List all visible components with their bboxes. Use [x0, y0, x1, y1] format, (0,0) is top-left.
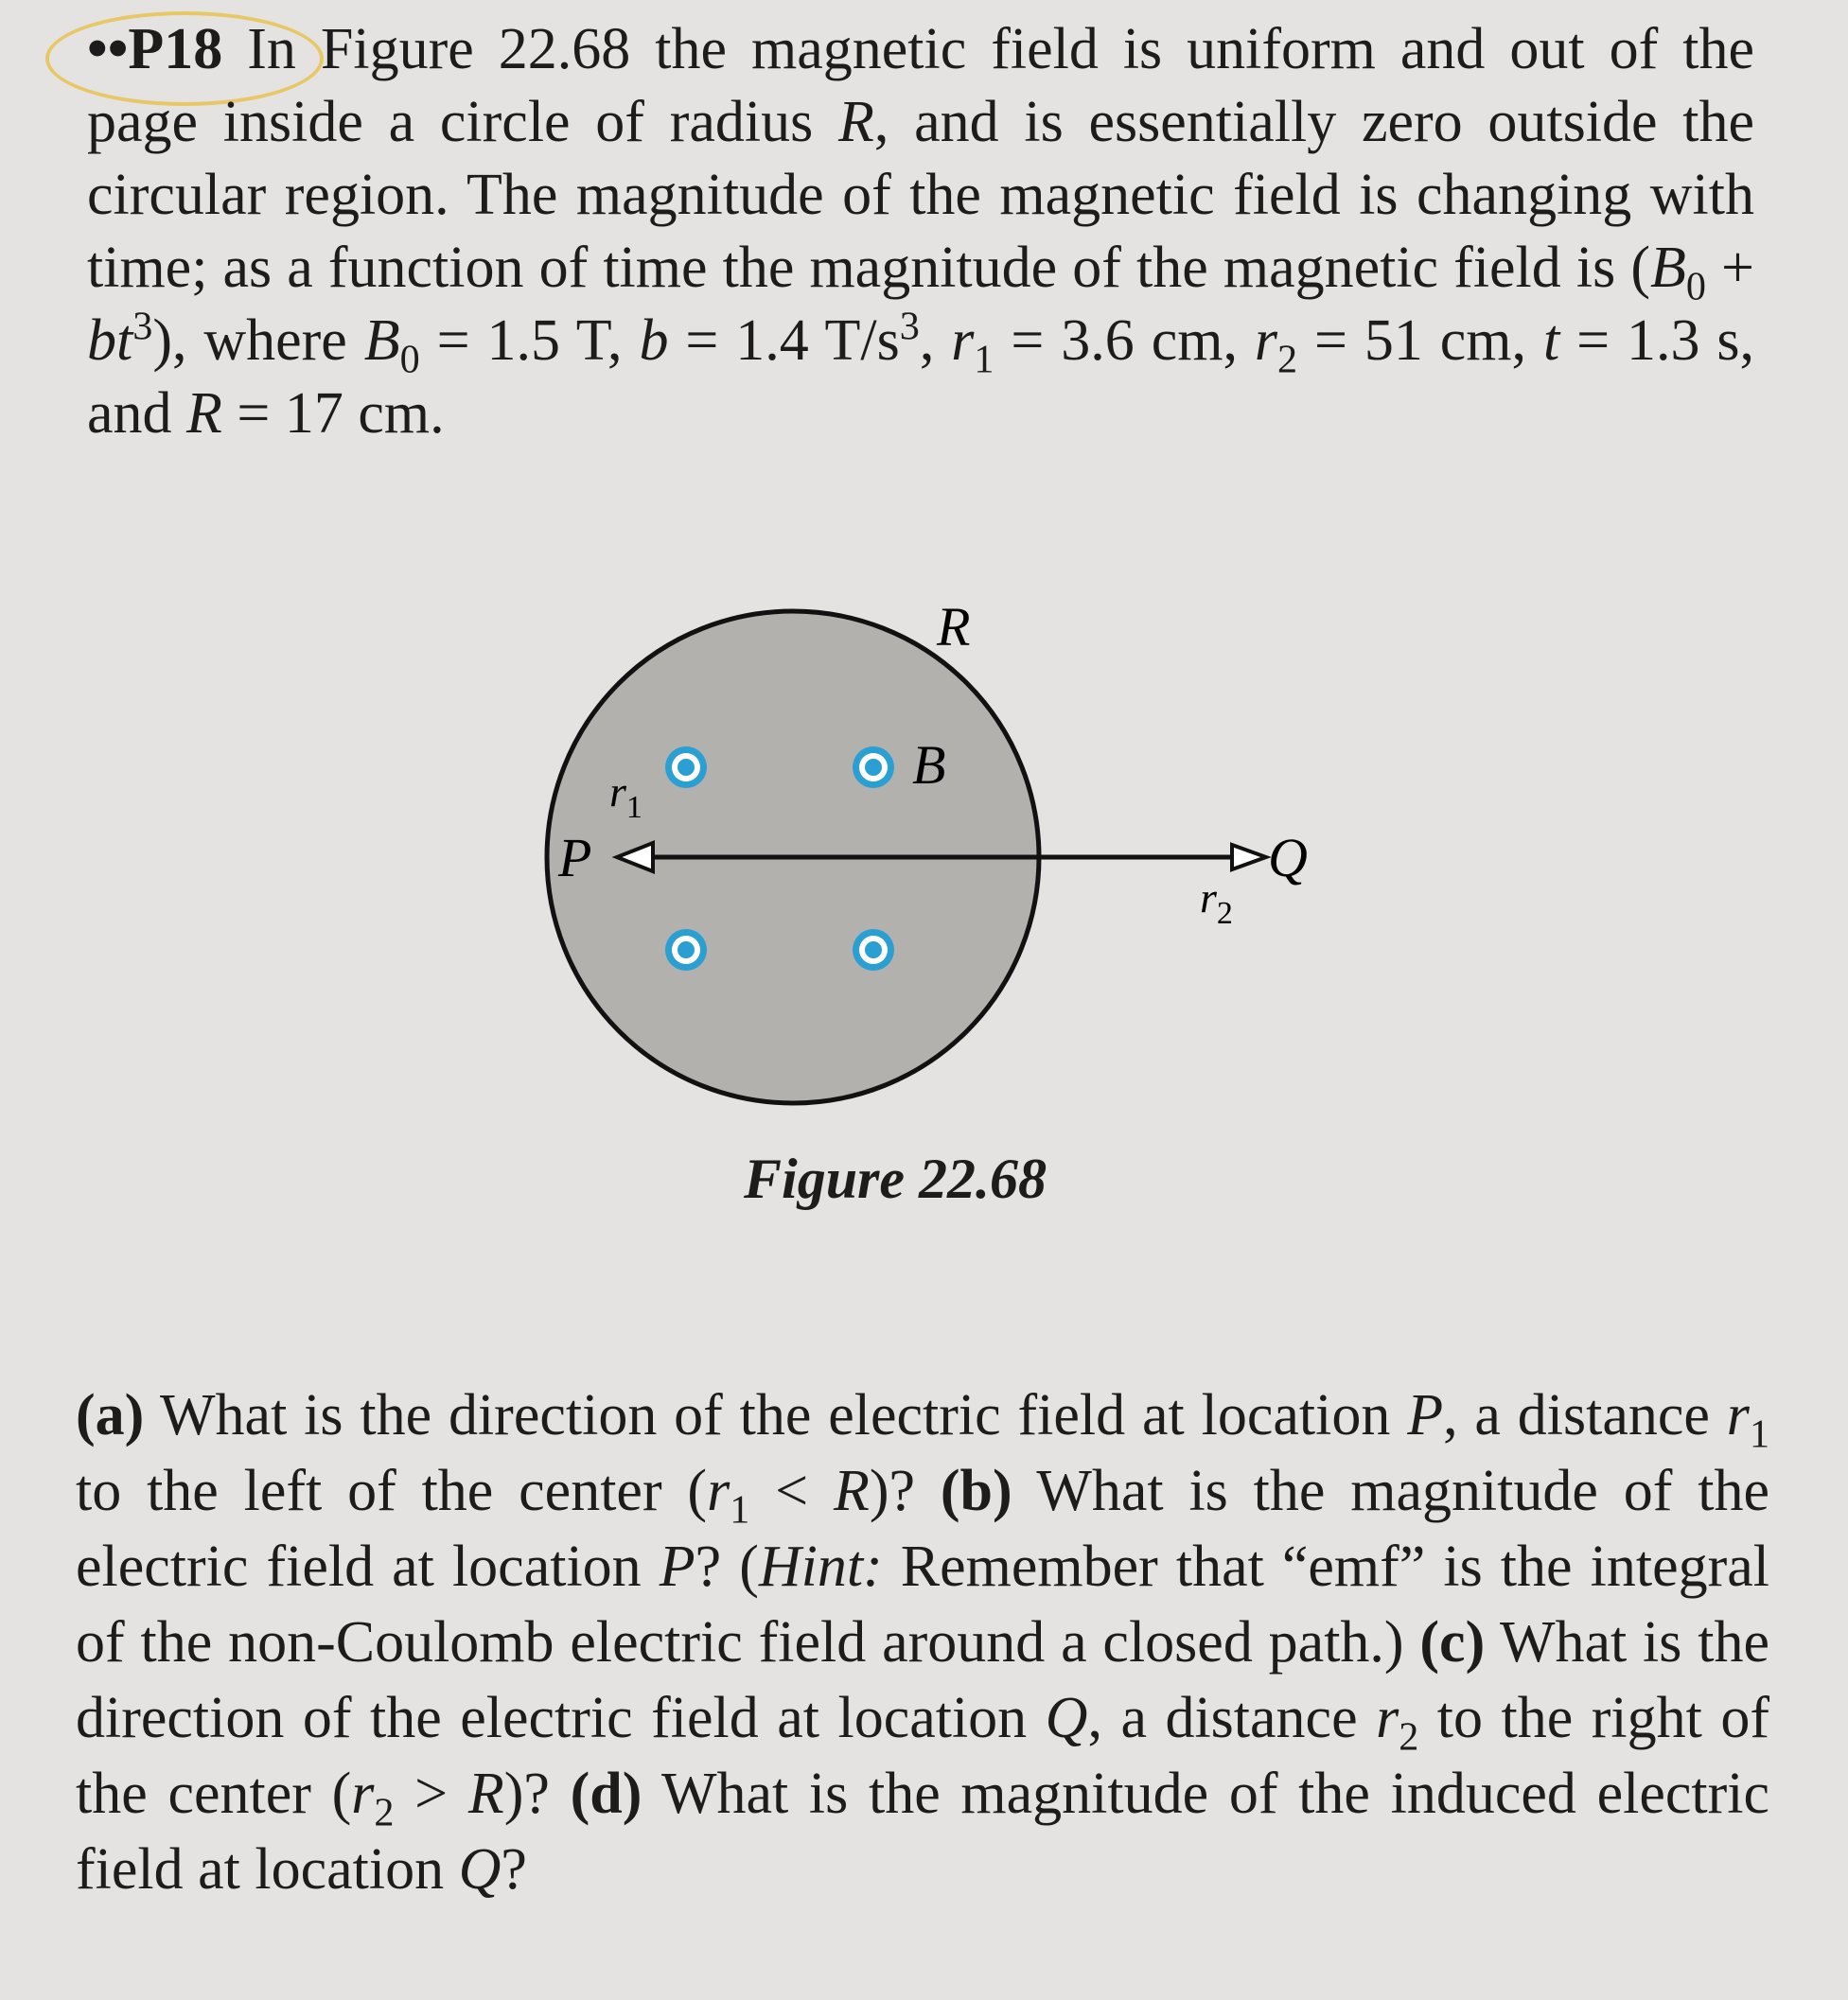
question-text: to the right of the center (	[76, 1686, 1769, 1826]
label-B: B	[912, 734, 946, 796]
field-out-dot	[665, 746, 707, 788]
problem-text: = 51 cm,	[1297, 308, 1543, 373]
label-r2-letter: r	[1200, 873, 1217, 921]
var-r: r	[351, 1762, 375, 1826]
problem-text: = 1.4 T/s	[668, 308, 900, 373]
problem-text: ,	[919, 308, 952, 373]
var-B: B	[1649, 236, 1686, 300]
subscript-1: 1	[730, 1487, 750, 1533]
question-text: What is the magnitude of the induced electric field at location	[76, 1762, 1769, 1902]
problem-text: = 3.6 cm,	[994, 308, 1255, 373]
problem-text: , and is essentially zero outside the circular region. The magnitude of the magnetic field is changing with time; as a function of time the magnitude of the magnetic field is (	[87, 90, 1754, 300]
var-r: r	[951, 308, 975, 373]
question-text: , a distance	[1087, 1686, 1377, 1750]
figure-caption: Figure 22.68	[744, 1148, 1047, 1210]
superscript-3: 3	[899, 304, 920, 349]
var-Q: Q	[1045, 1686, 1088, 1750]
label-r2	[1200, 873, 1233, 931]
plus-sign: +	[1705, 236, 1754, 300]
question-text: , a distance	[1443, 1383, 1727, 1447]
var-P: P	[1407, 1383, 1444, 1447]
var-R: R	[186, 381, 222, 446]
var-R: R	[467, 1762, 504, 1826]
subscript-1: 1	[1749, 1412, 1770, 1457]
question-a-label: (a)	[76, 1383, 145, 1447]
less-than-sign: <	[749, 1459, 834, 1523]
question-d-label: (d)	[570, 1762, 642, 1826]
subscript-2: 2	[1399, 1714, 1419, 1760]
var-P: P	[659, 1535, 695, 1599]
problem-statement	[87, 13, 1754, 450]
field-out-dot	[853, 746, 894, 788]
problem-text: = 1.5 T,	[419, 308, 640, 373]
label-r2-sub: 2	[1216, 896, 1233, 931]
label-R: R	[937, 596, 971, 658]
var-r: r	[707, 1459, 730, 1523]
field-out-dot	[665, 929, 707, 971]
var-R: R	[833, 1459, 870, 1523]
var-t: t	[1542, 308, 1560, 373]
subscript-1: 1	[974, 337, 994, 382]
question-text: )?	[503, 1762, 571, 1826]
question-text: to the left of the center (	[76, 1459, 708, 1523]
var-B: B	[363, 308, 400, 373]
problem-label: ••P18	[87, 17, 223, 81]
question-text: ?	[501, 1837, 527, 1902]
r2-arrowhead	[1232, 845, 1266, 869]
problem-text: = 17 cm.	[221, 381, 445, 446]
subscript-2: 2	[374, 1790, 395, 1835]
question-text: ? (	[695, 1535, 759, 1599]
var-r: r	[1376, 1686, 1399, 1750]
field-out-dot	[853, 929, 894, 971]
problem-text: In Figure 22.68 the magnetic field is uniform and out of the page inside a circle of radius	[87, 17, 1754, 154]
question-text: )?	[869, 1459, 941, 1523]
figure-diagram	[511, 587, 1363, 1116]
var-r: r	[1254, 308, 1277, 373]
greater-than-sign: >	[394, 1762, 468, 1826]
questions	[76, 1377, 1769, 1907]
subscript-2: 2	[1277, 337, 1298, 382]
problem-text: ), where	[152, 308, 364, 373]
question-text: Remember that “emf” is the integral of the non-Coulomb electric field around a closed path.)	[76, 1535, 1769, 1675]
label-r1-letter: r	[609, 767, 626, 816]
subscript-0: 0	[1685, 264, 1706, 309]
hint-label: Hint:	[758, 1535, 883, 1599]
superscript-3: 3	[132, 304, 153, 349]
problem-text: = 1.3 s, and	[87, 308, 1755, 446]
var-Q: Q	[458, 1837, 502, 1902]
var-b: b	[639, 308, 669, 373]
label-r1-sub: 1	[625, 790, 642, 825]
var-r: r	[1726, 1383, 1750, 1447]
question-text: What is the magnitude of the electric field at location	[76, 1459, 1769, 1599]
label-P: P	[558, 827, 592, 888]
question-text: What is the direction of the electric field at location	[144, 1383, 1408, 1447]
var-R: R	[837, 90, 874, 154]
var-bt: bt	[87, 308, 133, 373]
label-Q: Q	[1268, 827, 1308, 888]
question-b-label: (b)	[940, 1459, 1012, 1523]
question-c-label: (c)	[1419, 1610, 1486, 1675]
question-text: What is the direction of the electric field at location	[76, 1610, 1769, 1750]
subscript-0: 0	[399, 337, 420, 382]
